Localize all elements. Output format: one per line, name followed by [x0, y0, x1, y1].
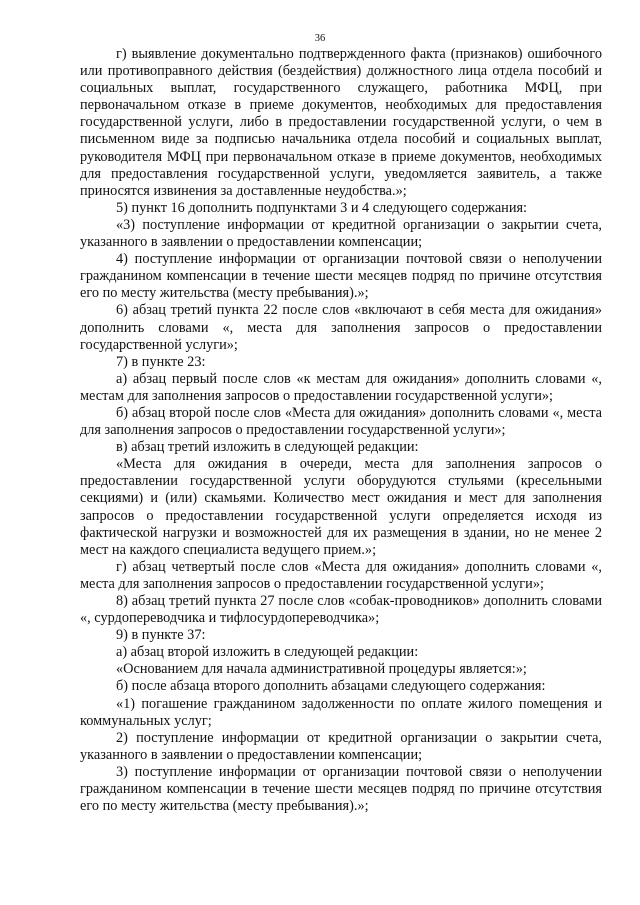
paragraph: г) выявление документально подтвержденного факта (признаков) ошибочного или противоправного действия (бездействия) должностного лица отдела пособий и социальных выплат, государственного служащего, работника МФЦ, при первоначальном отказе в приеме документов, необходимых для предоставления государственной услуги, либо в предоставлении государственной услуги, о чем в письменном виде за подписью начальника отдела пособий и социальных выплат, руководителя МФЦ при первоначальном отказе в приеме документов, необходимых для предоставления государственной услуги, уведомляется заявитель, а также приносятся извинения за доставленные неудобства.»; [80, 46, 602, 199]
paragraph: а) абзац первый после слов «к местам для ожидания» дополнить словами «, местам для заполнения запросов о предоставлении государственной услуги»; [80, 370, 602, 404]
paragraph: б) абзац второй после слов «Места для ожидания» дополнить словами «, места для заполнения запросов о предоставлении государственной услуги»; [80, 404, 602, 439]
paragraph: г) абзац четвертый после слов «Места для ожидания» дополнить словами «, места для заполнения запросов о предоставлении государственной услуги»; [80, 558, 602, 592]
paragraph: 7) в пункте 23: [116, 353, 206, 370]
paragraph: 6) абзац третий пункта 22 после слов «включают в себя места для ожидания» дополнить словами «, места для заполнения запросов о предоставлении государственной услуги»; [80, 302, 602, 353]
paragraph: 8) абзац третий пункта 27 после слов «собак-проводников» дополнить словами «, сурдопереводчика и тифлосурдопереводчика»; [80, 593, 602, 627]
paragraph: «3) поступление информации от кредитной организации о закрытии счета, указанного в заявлении о предоставлении компенсации; [80, 216, 602, 251]
paragraph: 9) в пункте 37: [116, 627, 206, 644]
paragraph: 5) пункт 16 дополнить подпунктами 3 и 4 следующего содержания: [116, 199, 528, 216]
paragraph: в) абзац третий изложить в следующей редакции: [116, 439, 419, 456]
document-body [80, 46, 602, 815]
paragraph: б) после абзаца второго дополнить абзацами следующего содержания: [116, 678, 546, 695]
paragraph: «Основанием для начала административной процедуры является:»; [116, 661, 527, 678]
paragraph: 2) поступление информации от кредитной организации о закрытии счета, указанного в заявлении о предоставлении компенсации; [80, 729, 602, 763]
paragraph: 4) поступление информации от организации почтовой связи о неполучении гражданином компенсации в течение шести месяцев подряд по причине отсутствия его по месту жительства (месту пребывания).»; [80, 251, 602, 302]
paragraph: «1) погашение гражданином задолженности по оплате жилого помещения и коммунальных услуг; [80, 695, 602, 729]
paragraph: а) абзац второй изложить в следующей редакции: [116, 644, 419, 661]
page-number: 36 [314, 33, 326, 44]
paragraph: 3) поступление информации от организации почтовой связи о неполучении гражданином компенсации в течение шести месяцев подряд по причине отсутствия его по месту жительства (месту пребывания).»; [80, 763, 602, 815]
paragraph: «Места для ожидания в очереди, места для заполнения запросов о предоставлении государственной услуги оборудуются стульями (кресельными секциями) и (или) скамьями. Количество мест ожидания и мест для заполнения запросов о предоставлении государственной услуги определяется исходя из фактической нагрузки и возможностей для их размещения в здании, но не менее 2 мест на каждого специалиста ведущего прием.»; [80, 456, 602, 558]
